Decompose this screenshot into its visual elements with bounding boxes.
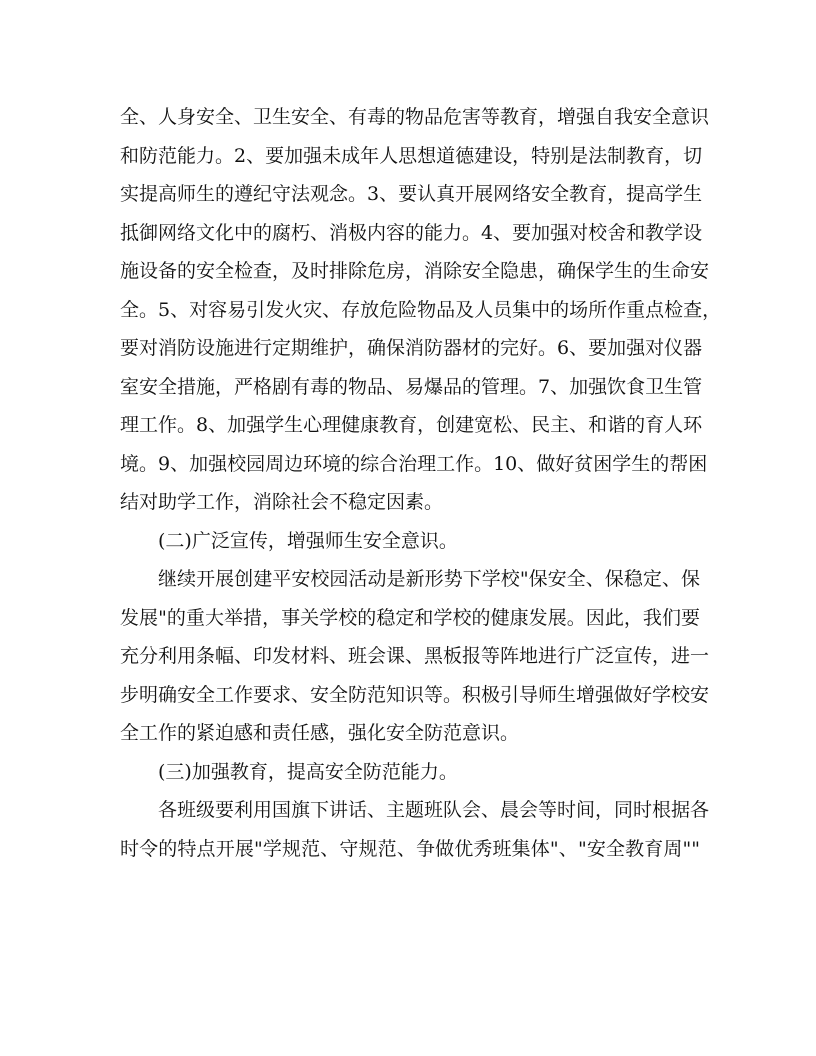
body-line-paragraph-end: 结对助学工作，消除社会不稳定因素。 — [120, 491, 444, 513]
paragraph-start-line: 继续开展创建平安校园活动是新形势下学校"保安全、保稳定、保 — [158, 568, 700, 590]
body-line: 抵御网络文化中的腐朽、消极内容的能力。4、要加强对校舍和教学设 — [120, 221, 703, 244]
section-heading-2: (二)广泛宣传，增强师生安全意识。 — [158, 529, 458, 552]
section-heading-3: (三)加强教育，提高安全防范能力。 — [158, 760, 458, 783]
body-line: 实提高师生的遵纪守法观念。3、要认真开展网络安全教育，提高学生 — [120, 183, 703, 205]
body-line: 和防范能力。2、要加强未成年人思想道德建设，特别是法制教育，切 — [120, 144, 703, 167]
document-body — [120, 98, 722, 868]
body-line: 时令的特点开展"学规范、守规范、争做优秀班集体"、"安全教育周"" — [120, 837, 700, 860]
body-line: 发展"的重大举措，事关学校的稳定和学校的健康发展。因此，我们要 — [120, 606, 700, 629]
body-line-paragraph-end: 全工作的紧迫感和责任感，强化安全防范意识。 — [120, 722, 520, 744]
body-line: 要对消防设施进行定期维护，确保消防器材的完好。6、要加强对仪器 — [120, 337, 703, 359]
body-line: 室安全措施，严格剧有毒的物品、易爆品的管理。7、加强饮食卫生管 — [120, 375, 703, 398]
body-line: 充分利用条幅、印发材料、班会课、黑板报等阵地进行广泛宣传，进一 — [120, 645, 710, 667]
body-line: 境。9、加强校园周边环境的综合治理工作。10、做好贫困学生的帮困 — [120, 452, 708, 475]
body-line: 理工作。8、加强学生心理健康教育，创建宽松、民主、和谐的育人环 — [120, 414, 703, 436]
body-line: 施设备的安全检查，及时排除危房，消除安全隐患，确保学生的生命安 — [120, 260, 710, 282]
body-line: 步明确安全工作要求、安全防范知识等。积极引导师生增强做好学校安 — [120, 683, 710, 706]
body-line: 全、人身安全、卫生安全、有毒的物品危害等教育，增强自我安全意识 — [120, 106, 710, 128]
body-line: 全。5、对容易引发火灾、存放危险物品及人员集中的场所作重点检查， — [120, 298, 722, 321]
paragraph-start-line: 各班级要利用国旗下讲话、主题班队会、晨会等时间，同时根据各 — [158, 799, 710, 821]
